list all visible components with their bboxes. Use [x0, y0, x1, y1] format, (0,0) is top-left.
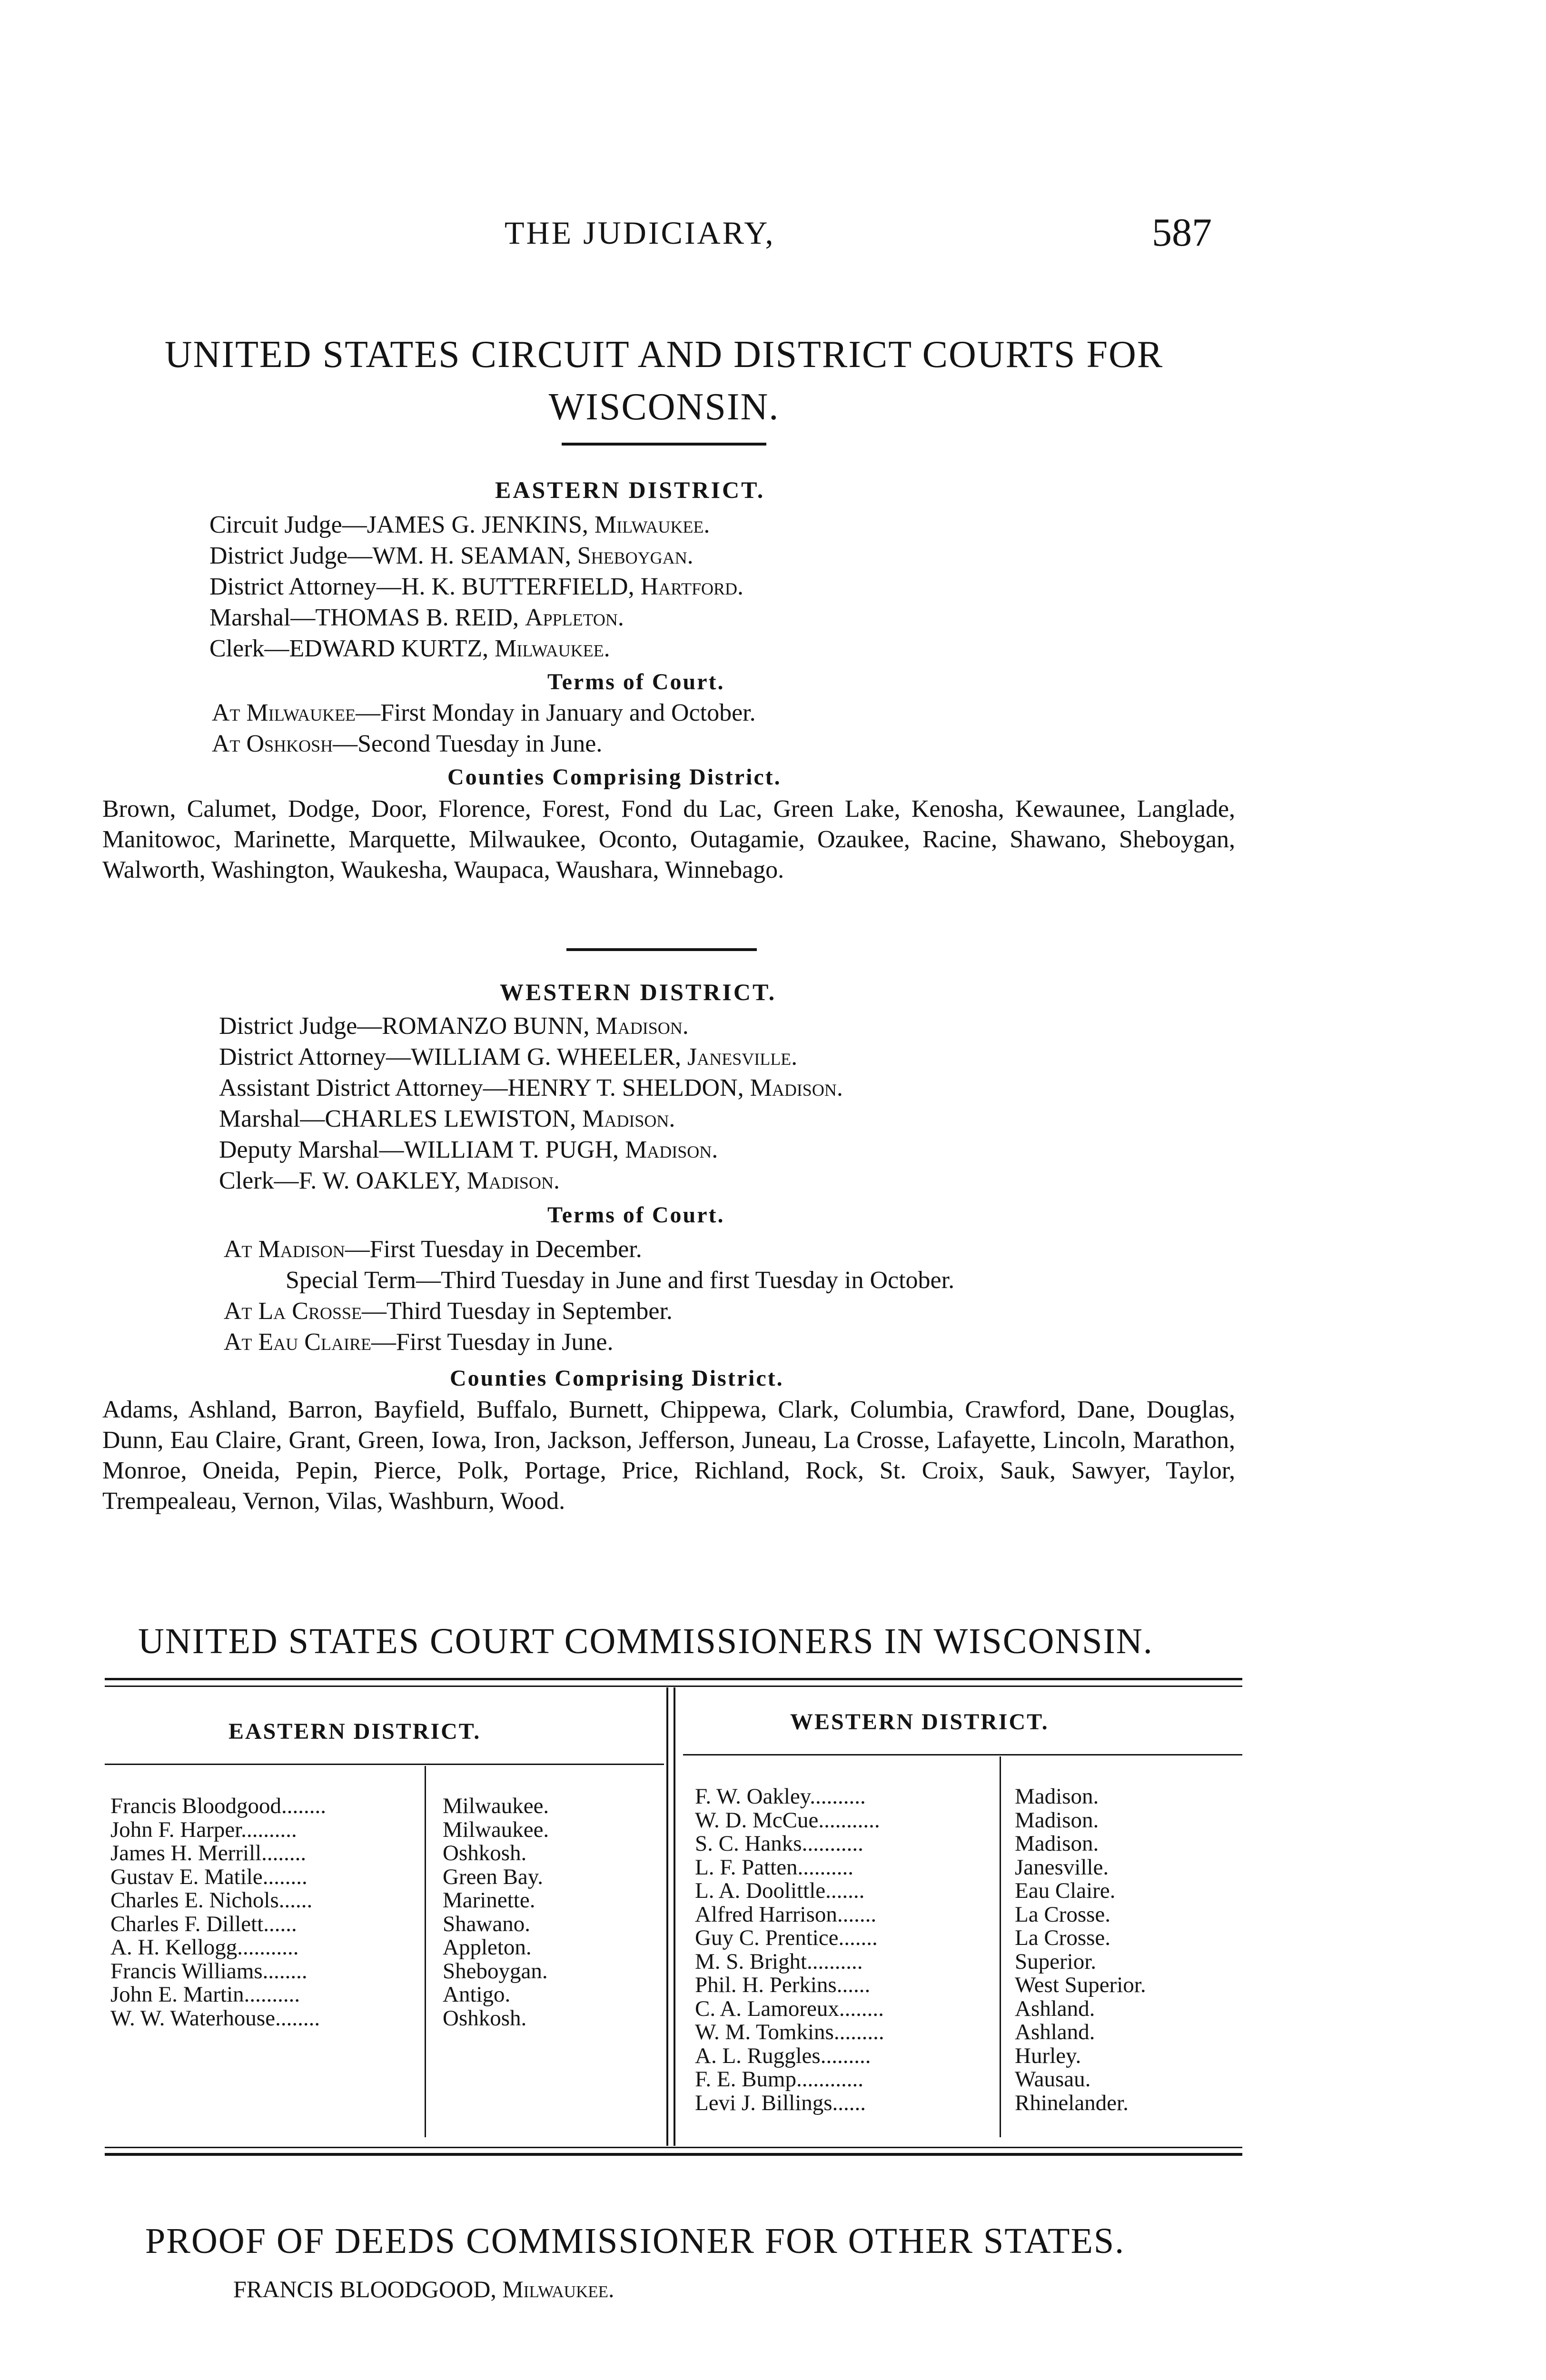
list-item: La Crosse.	[1015, 1902, 1111, 1927]
main-title-line-1: UNITED STATES CIRCUIT AND DISTRICT COURTS FOR	[164, 334, 1164, 376]
list-item: Levi J. Billings......	[695, 2090, 866, 2115]
list-item: Rhinelander.	[1015, 2090, 1129, 2115]
running-header-title: THE JUDICIARY,	[505, 215, 775, 251]
eastern-officer-row	[209, 573, 743, 601]
western-district-heading: WESTERN DISTRICT.	[500, 979, 777, 1005]
eastern-commissioner-cities	[443, 1795, 549, 2030]
eastern-counties-heading: Counties Comprising District.	[447, 764, 782, 790]
term-place: At Oshkosh	[212, 730, 333, 757]
officer-place: Janesville.	[687, 1043, 798, 1071]
list-item: F. W. Oakley..........	[695, 1784, 866, 1809]
list-item: Marinette.	[443, 1888, 535, 1913]
officer-name: EDWARD KURTZ,	[289, 635, 495, 662]
list-item: Sheboygan.	[443, 1958, 548, 1983]
western-counties-heading: Counties Comprising District.	[450, 1366, 784, 1391]
officer-role: District Attorney—	[209, 573, 401, 600]
list-item: Superior.	[1015, 1949, 1097, 1974]
commissioners-title: UNITED STATES COURT COMMISSIONERS IN WISCONSIN.	[138, 1621, 1153, 1661]
western-term-row	[286, 1266, 954, 1294]
officer-place: Madison.	[582, 1105, 675, 1132]
list-item: Ashland.	[1015, 2020, 1095, 2044]
western-commissioner-names	[695, 1785, 884, 2115]
list-item: Green Bay.	[443, 1864, 543, 1889]
officer-name: WM. H. SEAMAN,	[372, 542, 577, 569]
officer-role: District Judge—	[209, 542, 373, 569]
list-item: Shawano.	[443, 1911, 531, 1936]
page-number: 587	[1152, 210, 1212, 255]
term-place: At La Crosse	[224, 1298, 362, 1325]
list-item: M. S. Bright..........	[695, 1949, 863, 1974]
officer-role: Clerk—	[219, 1167, 299, 1194]
officer-name: THOMAS B. REID,	[315, 604, 525, 631]
officer-name: JAMES G. JENKINS,	[367, 511, 595, 538]
list-item: Gustav E. Matile........	[110, 1864, 307, 1889]
list-item: W. D. McCue...........	[695, 1807, 880, 1833]
eastern-terms-heading: Terms of Court.	[547, 669, 725, 694]
term-text: —First Monday in January and October.	[356, 699, 756, 726]
western-officer-row	[219, 1136, 718, 1164]
list-item: Antigo.	[443, 1982, 511, 2007]
list-item: James H. Merrill........	[110, 1841, 307, 1865]
commissioner-name: FRANCIS BLOODGOOD,	[233, 2276, 503, 2302]
list-item: Milwaukee.	[443, 1817, 549, 1842]
list-item: Oshkosh.	[443, 1841, 527, 1865]
western-commissioners-heading: WESTERN DISTRICT.	[790, 1709, 1049, 1735]
list-item: A. H. Kellogg...........	[110, 1935, 299, 1960]
eastern-officer-row	[209, 635, 610, 663]
list-item: L. A. Doolittle.......	[695, 1878, 865, 1903]
list-item: Madison.	[1015, 1807, 1099, 1833]
western-counties-list: Adams, Ashland, Barron, Bayfield, Buffalo, Burnett, Chippewa, Clark, Columbia, Crawford, Dane, Douglas, Dunn, Eau Claire, Grant, Green, Iowa, Iron, Jackson, Jefferson, Juneau, La Crosse, Lafayette, Lincoln, Marathon, Monroe, Oneida, Pepin, Pierce, Polk, Portage, Price, Richland, Rock, St. Croix, Sauk, Sawyer, Taylor, Trempealeau, Vernon, Vilas, Washburn, Wood.	[102, 1396, 1235, 1515]
western-officer-row	[219, 1043, 797, 1071]
main-title-line-2: WISCONSIN.	[548, 386, 780, 428]
eastern-officer-row	[209, 542, 694, 570]
list-item: John F. Harper..........	[110, 1817, 297, 1842]
officer-place: Madison.	[750, 1074, 843, 1101]
western-officer-row	[219, 1012, 689, 1040]
proof-of-deeds-title: PROOF OF DEEDS COMMISSIONER FOR OTHER STATES.	[145, 2221, 1125, 2261]
list-item: Appleton.	[443, 1935, 532, 1960]
eastern-counties-list: Brown, Calumet, Dodge, Door, Florence, Forest, Fond du Lac, Green Lake, Kenosha, Kewaunee, Langlade, Manitowoc, Marinette, Marquette, Milwaukee, Oconto, Outagamie, Ozaukee, Racine, Shawano, Sheboygan, Walworth, Washington, Waukesha, Waupaca, Waushara, Winnebago.	[102, 795, 1235, 883]
officer-place: Madison.	[466, 1167, 560, 1194]
list-item: Francis Williams........	[110, 1958, 307, 1983]
officer-place: Milwaukee.	[495, 635, 610, 662]
officer-name: HENRY T. SHELDON,	[507, 1074, 750, 1101]
proof-of-deeds-entry	[233, 2275, 614, 2303]
officer-role: Deputy Marshal—	[219, 1136, 404, 1163]
officer-place: Appleton.	[525, 604, 624, 631]
officer-place: Sheboygan.	[577, 542, 694, 569]
officer-place: Madison.	[595, 1012, 689, 1040]
eastern-commissioners-heading: EASTERN DISTRICT.	[228, 1719, 481, 1744]
main-title	[0, 328, 1328, 433]
commissioners-table	[105, 1678, 1242, 2161]
term-place: At Madison	[224, 1236, 345, 1263]
list-item: F. E. Bump............	[695, 2067, 863, 2092]
term-place: At Eau Claire	[224, 1329, 371, 1356]
list-item: Madison.	[1015, 1831, 1099, 1856]
list-item: Hurley.	[1015, 2043, 1081, 2068]
officer-name: F. W. OAKLEY,	[298, 1167, 467, 1194]
list-item: Francis Bloodgood........	[110, 1794, 327, 1818]
list-item: Eau Claire.	[1015, 1878, 1116, 1903]
term-text: —Second Tuesday in June.	[333, 730, 603, 757]
section-rule	[566, 948, 757, 951]
term-text: —Third Tuesday in September.	[362, 1298, 673, 1325]
list-item: Ashland.	[1015, 1996, 1095, 2021]
officer-place: Milwaukee.	[594, 511, 710, 538]
officer-role: Circuit Judge—	[209, 511, 367, 538]
western-term-row	[224, 1235, 642, 1263]
western-terms-heading: Terms of Court.	[547, 1202, 725, 1228]
western-officer-row	[219, 1074, 843, 1102]
list-item: Alfred Harrison.......	[695, 1902, 877, 1927]
officer-name: H. K. BUTTERFIELD,	[401, 573, 641, 600]
commissioner-place: Milwaukee.	[502, 2276, 614, 2302]
list-item: W. M. Tomkins.........	[695, 2020, 884, 2044]
list-item: S. C. Hanks...........	[695, 1831, 863, 1856]
list-item: C. A. Lamoreux........	[695, 1996, 884, 2021]
eastern-term-row	[212, 699, 756, 727]
officer-role: District Judge—	[219, 1012, 382, 1040]
western-term-row	[224, 1297, 673, 1325]
list-item: Oshkosh.	[443, 2005, 527, 2031]
list-item: John E. Martin..........	[110, 1982, 300, 2007]
officer-name: WILLIAM T. PUGH,	[404, 1136, 625, 1163]
officer-role: Marshal—	[219, 1105, 325, 1132]
eastern-term-row	[212, 730, 602, 758]
list-item: La Crosse.	[1015, 1925, 1111, 1950]
list-item: Madison.	[1015, 1784, 1099, 1809]
term-text: —First Tuesday in June.	[371, 1329, 614, 1356]
eastern-officer-row	[209, 604, 624, 632]
list-item: Phil. H. Perkins......	[695, 1973, 871, 1997]
officer-role: Marshal—	[209, 604, 316, 631]
western-officer-row	[219, 1105, 675, 1133]
officer-place: Hartford.	[640, 573, 744, 600]
eastern-officer-row	[209, 511, 710, 539]
list-item: A. L. Ruggles.........	[695, 2043, 871, 2068]
term-text: —First Tuesday in December.	[345, 1236, 642, 1263]
eastern-district-heading: EASTERN DISTRICT.	[495, 476, 765, 503]
western-term-row	[224, 1328, 614, 1356]
western-officer-row	[219, 1167, 560, 1195]
term-place: At Milwaukee	[212, 699, 356, 726]
list-item: Milwaukee.	[443, 1794, 549, 1818]
officer-name: WILLIAM G. WHEELER,	[410, 1043, 687, 1071]
officer-role: Clerk—	[209, 635, 289, 662]
list-item: Charles F. Dillett......	[110, 1911, 297, 1936]
title-rule	[562, 443, 766, 446]
officer-name: CHARLES LEWISTON,	[325, 1105, 583, 1132]
eastern-commissioner-names	[110, 1795, 326, 2030]
term-text: Special Term—Third Tuesday in June and first Tuesday in October.	[286, 1267, 955, 1294]
officer-role: Assistant District Attorney—	[219, 1074, 508, 1101]
list-item: West Superior.	[1015, 1973, 1146, 1997]
officer-name: ROMANZO BUNN,	[382, 1012, 596, 1040]
officer-place: Madison.	[625, 1136, 718, 1163]
list-item: W. W. Waterhouse........	[110, 2005, 320, 2031]
list-item: Wausau.	[1015, 2067, 1091, 2092]
list-item: Guy C. Prentice.......	[695, 1925, 878, 1950]
list-item: Janesville.	[1015, 1854, 1109, 1880]
western-commissioner-cities	[1015, 1785, 1146, 2115]
list-item: L. F. Patten..........	[695, 1854, 854, 1880]
officer-role: District Attorney—	[219, 1043, 411, 1071]
list-item: Charles E. Nichols......	[110, 1888, 313, 1913]
